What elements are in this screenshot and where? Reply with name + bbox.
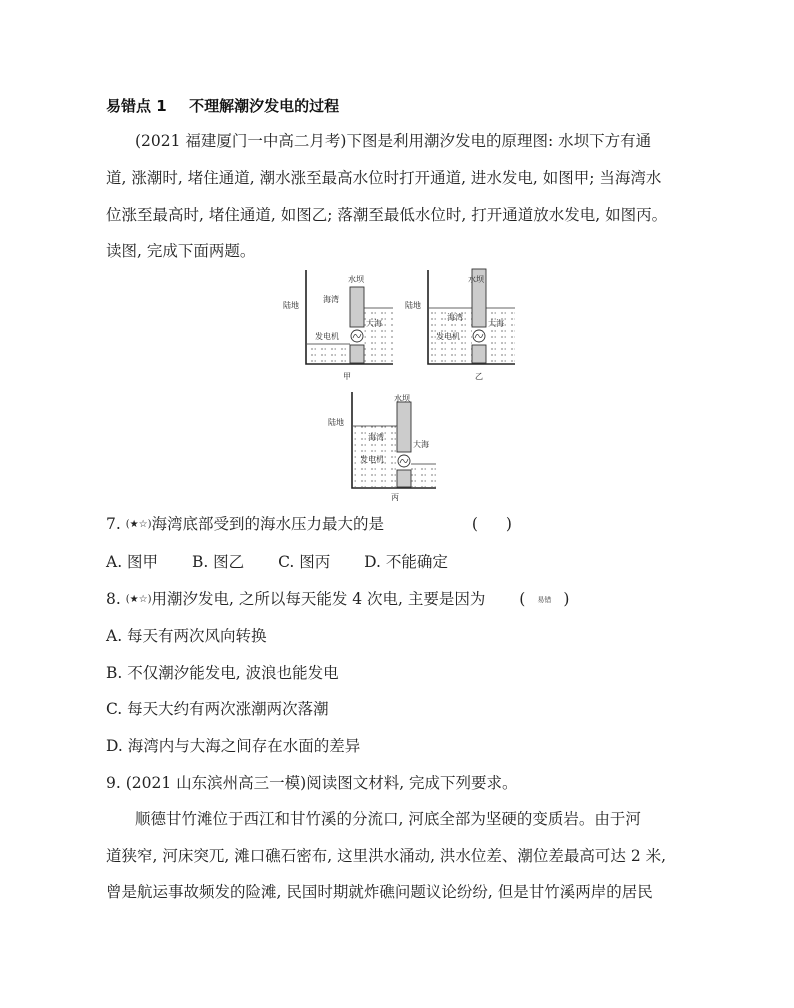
tidal-power-figure	[270, 262, 530, 502]
q8-text: 用潮汐发电, 之所以每天能发 4 次电, 主要是因为	[151, 590, 486, 608]
q7-paren-open: (	[471, 515, 478, 533]
q7-paren-close: )	[505, 515, 512, 533]
generator-label: 发电机	[360, 455, 384, 464]
sea-label: 大海	[488, 319, 504, 328]
q8-option-c: C. 每天大约有两次涨潮两次落潮	[106, 700, 329, 718]
intro-line-3: 位涨至最高时, 堵住通道, 如图乙; 落潮至最低水位时, 打开通道放水发电, 如图丙。	[106, 206, 668, 224]
intro-source: (2021 福建厦门一中高二月考)	[135, 132, 347, 150]
question-9	[106, 773, 518, 793]
bay-label: 海湾	[323, 295, 339, 304]
q9-source: (2021 山东滨州高三一模)	[125, 774, 307, 792]
panel-jia	[283, 270, 393, 381]
sea-label: 大海	[366, 319, 382, 328]
dam-label: 水坝	[348, 275, 364, 284]
q8-number: 8.	[106, 590, 121, 608]
question-8	[106, 589, 569, 610]
land-label: 陆地	[283, 301, 299, 310]
error-point-heading	[106, 95, 339, 116]
q7-option-d: D. 不能确定	[364, 553, 448, 571]
q8-option-d: D. 海湾内与大海之间存在水面的差异	[106, 737, 361, 755]
q7-difficulty-stars: (★☆)	[125, 519, 152, 530]
question-7	[106, 514, 512, 535]
q9-paragraph-line-3: 曾是航运事故频发的险滩, 民国时期就炸礁问题议论纷纷, 但是甘竹溪两岸的居民	[106, 883, 653, 901]
q8-option-a: A. 每天有两次风向转换	[106, 627, 267, 645]
bay-label: 海湾	[447, 313, 463, 322]
q8-paren-close: )	[563, 590, 570, 608]
caption-yi: 乙	[475, 372, 483, 381]
q7-text: 海湾底部受到的海水压力最大的是	[151, 515, 384, 533]
sea-label: 大海	[413, 440, 429, 449]
land-label: 陆地	[328, 418, 344, 427]
dam-label: 水坝	[468, 275, 484, 284]
intro-line-2: 道, 涨潮时, 堵住通道, 潮水涨至最高水位时打开通道, 进水发电, 如图甲; 当海湾水	[106, 169, 662, 187]
q9-number: 9.	[106, 774, 121, 792]
intro-line-1	[135, 131, 651, 151]
q9-paragraph-line-2: 道狭窄, 河床突兀, 滩口礁石密布, 这里洪水涌动, 洪水位差、潮位差最高可达 2 米,	[106, 847, 667, 865]
error-point-label: 易错点 1	[106, 97, 167, 115]
intro-text-1: 下图是利用潮汐发电的原理图: 水坝下方有通	[346, 132, 652, 150]
panel-bing	[328, 392, 436, 502]
q8-difficulty-stars: (★☆)	[125, 594, 152, 605]
generator-label: 发电机	[315, 332, 339, 341]
generator-label: 发电机	[436, 332, 460, 341]
q7-option-b: B. 图乙	[191, 553, 245, 571]
q7-option-c: C. 图丙	[278, 553, 331, 571]
error-point-title: 不理解潮汐发电的过程	[189, 97, 340, 115]
dam-label: 水坝	[394, 394, 410, 403]
intro-line-4: 读图, 完成下面两题。	[106, 242, 256, 260]
q8-paren-open: (	[519, 590, 526, 608]
q7-option-a: A. 图甲	[106, 553, 159, 571]
q8-option-b: B. 不仅潮汐能发电, 波浪也能发电	[106, 664, 339, 682]
q7-number: 7.	[106, 515, 121, 533]
q9-text: 阅读图文材料, 完成下列要求。	[306, 774, 518, 792]
error-prone-tag: 易错	[537, 596, 552, 604]
caption-jia: 甲	[343, 372, 351, 381]
q9-paragraph-line-1: 顺德甘竹滩位于西江和甘竹溪的分流口, 河底全部为坚硬的变质岩。由于河	[135, 810, 641, 828]
q7-options	[106, 552, 448, 572]
caption-bing: 丙	[391, 493, 399, 502]
panel-yi	[405, 269, 515, 381]
land-label: 陆地	[405, 301, 421, 310]
bay-label: 海湾	[368, 433, 384, 442]
